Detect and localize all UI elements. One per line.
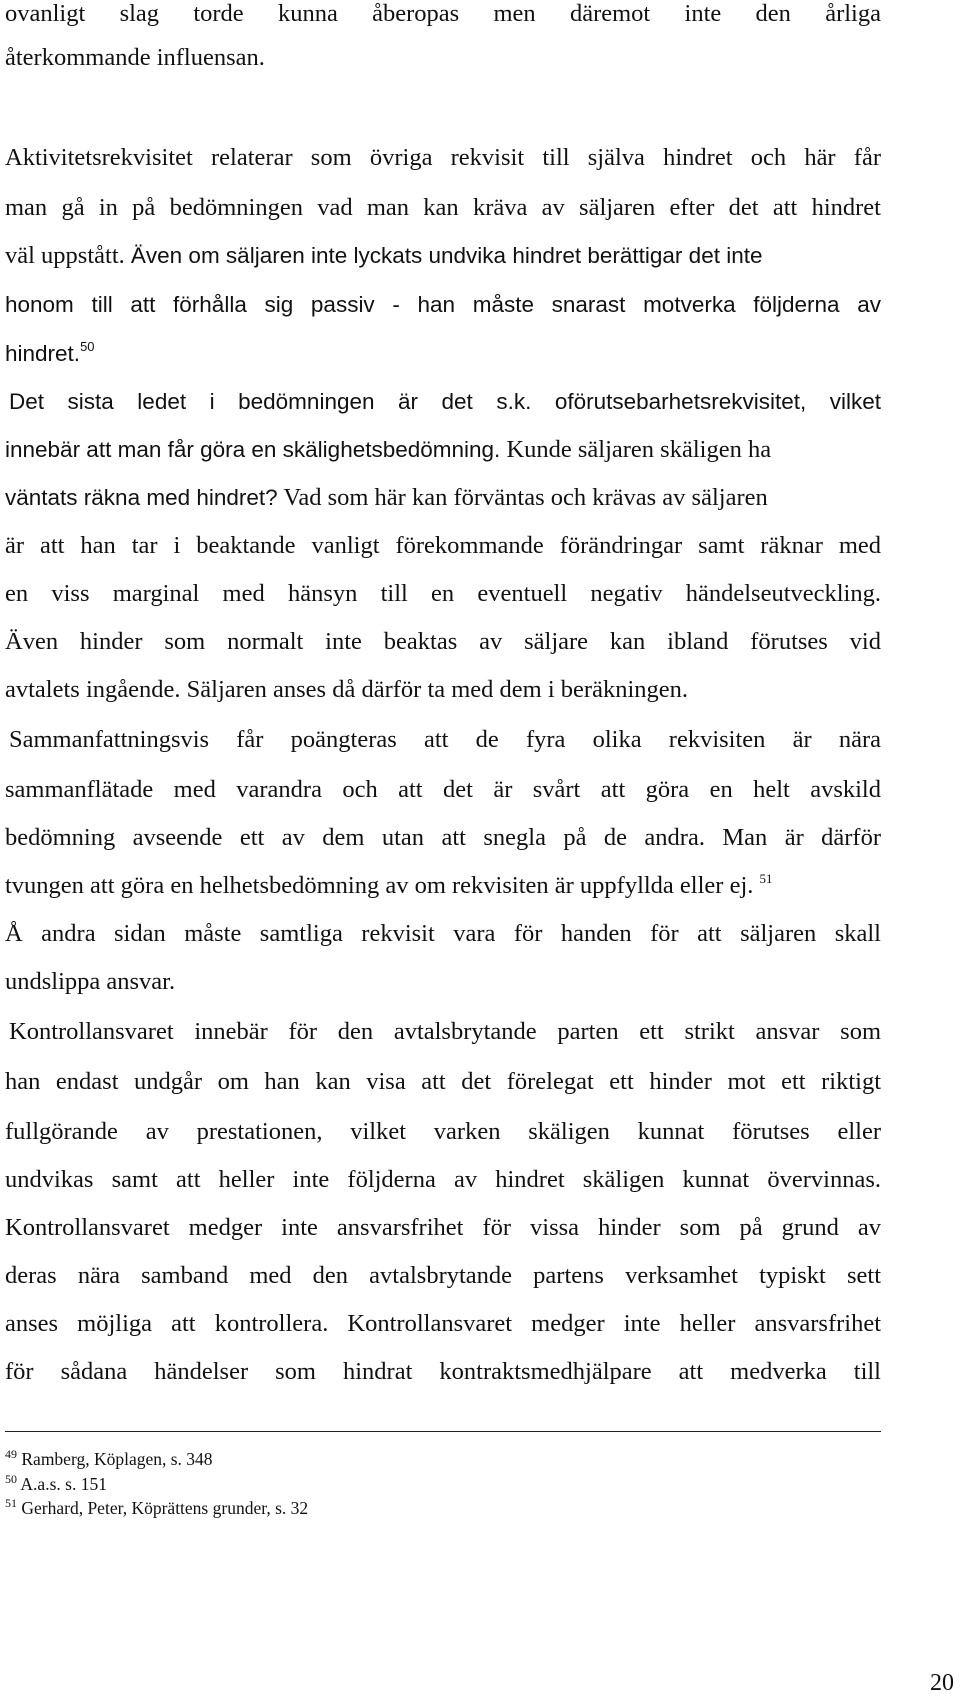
body-line: ovanligt slag torde kunna åberopas men däremot inte den årliga (5, 0, 881, 27)
body-line: Sammanfattningsvis får poängteras att de fyra olika rekvisiten är nära (9, 726, 881, 753)
body-line: sammanflätade med varandra och att det är svårt att göra en helt avskild (5, 776, 881, 803)
body-text-sans: innebär att man får göra en skälighetsbedömning. (5, 437, 501, 462)
footnote-number: 51 (5, 1496, 17, 1510)
page-number: 20 (930, 1670, 954, 1696)
body-line: undslippa ansvar. (5, 968, 176, 995)
body-line: för sådana händelser som hindrat kontraktsmedhjälpare att medverka till (5, 1358, 881, 1385)
footnote-number: 50 (5, 1472, 17, 1486)
footnote-ref-50: 50 (80, 339, 95, 354)
footnote-number: 49 (5, 1447, 17, 1461)
body-line: Kontrollansvaret innebär för den avtalsbrytande parten ett strikt ansvar som (9, 1018, 881, 1045)
footnote-ref-51: 51 (759, 871, 773, 886)
body-line (5, 430, 881, 470)
body-line: anses möjliga att kontrollera. Kontrollansvaret medger inte heller ansvarsfrihet (5, 1310, 881, 1337)
body-line: Aktivitetsrekvisitet relaterar som övriga rekvisit till själva hindret och här får (5, 144, 881, 171)
body-line (5, 478, 881, 518)
body-text: Kunde säljaren skäligen ha (506, 436, 772, 463)
footnote-separator (5, 1431, 881, 1432)
body-line: fullgörande av prestationen, vilket varken skäligen kunnat förutses eller (5, 1118, 881, 1145)
body-text-sans: väntats räkna med hindret? (5, 485, 278, 510)
footnote (5, 1472, 107, 1496)
body-line: undvikas samt att heller inte följderna av hindret skäligen kunnat övervinnas. (5, 1166, 881, 1193)
footnote (5, 1496, 308, 1520)
body-line: är att han tar i beaktande vanligt förekommande förändringar samt räknar med (5, 532, 881, 559)
body-line: han endast undgår om han kan visa att det förelegat ett hinder mot ett riktigt (5, 1068, 881, 1095)
body-line: honom till att förhålla sig passiv - han måste snarast motverka följderna av (5, 292, 881, 317)
body-line: avtalets ingående. Säljaren anses då därför ta med dem i beräkningen. (5, 676, 689, 703)
footnote (5, 1447, 213, 1471)
body-text: Vad som här kan förväntas och krävas av säljaren (283, 484, 768, 511)
body-line: Kontrollansvaret medger inte ansvarsfrihet för vissa hinder som på grund av (5, 1214, 881, 1241)
body-line: Det sista ledet i bedömningen är det s.k. oförutsebarhetsrekvisitet, vilket (9, 389, 881, 414)
body-line (5, 334, 881, 374)
body-line (5, 236, 881, 276)
body-text-sans: Även om säljaren inte lyckats undvika hindret berättigar det inte (130, 243, 763, 268)
body-text: tvungen att göra en helhetsbedömning av om rekvisiten är uppfyllda eller ej. (5, 872, 754, 899)
body-line: deras nära samband med den avtalsbrytande partens verksamhet typiskt sett (5, 1262, 881, 1289)
body-line: återkommande influensan. (5, 44, 265, 71)
body-text: väl uppstått. (5, 242, 125, 269)
body-line: en viss marginal med hänsyn till en eventuell negativ händelseutveckling. (5, 580, 881, 607)
body-text-sans: hindret. (5, 341, 81, 366)
body-line: Även hinder som normalt inte beaktas av säljare kan ibland förutses vid (5, 628, 881, 655)
body-line: bedömning avseende ett av dem utan att snegla på de andra. Man är därför (5, 824, 881, 851)
footnote-text: Gerhard, Peter, Köprättens grunder, s. 32 (21, 1498, 309, 1518)
body-line (5, 866, 881, 906)
body-line: Å andra sidan måste samtliga rekvisit vara för handen för att säljaren skall (5, 920, 881, 947)
footnote-text: A.a.s. s. 151 (20, 1474, 107, 1494)
body-line: man gå in på bedömningen vad man kan kräva av säljaren efter det att hindret (5, 194, 881, 221)
footnote-text: Ramberg, Köplagen, s. 348 (21, 1449, 213, 1469)
